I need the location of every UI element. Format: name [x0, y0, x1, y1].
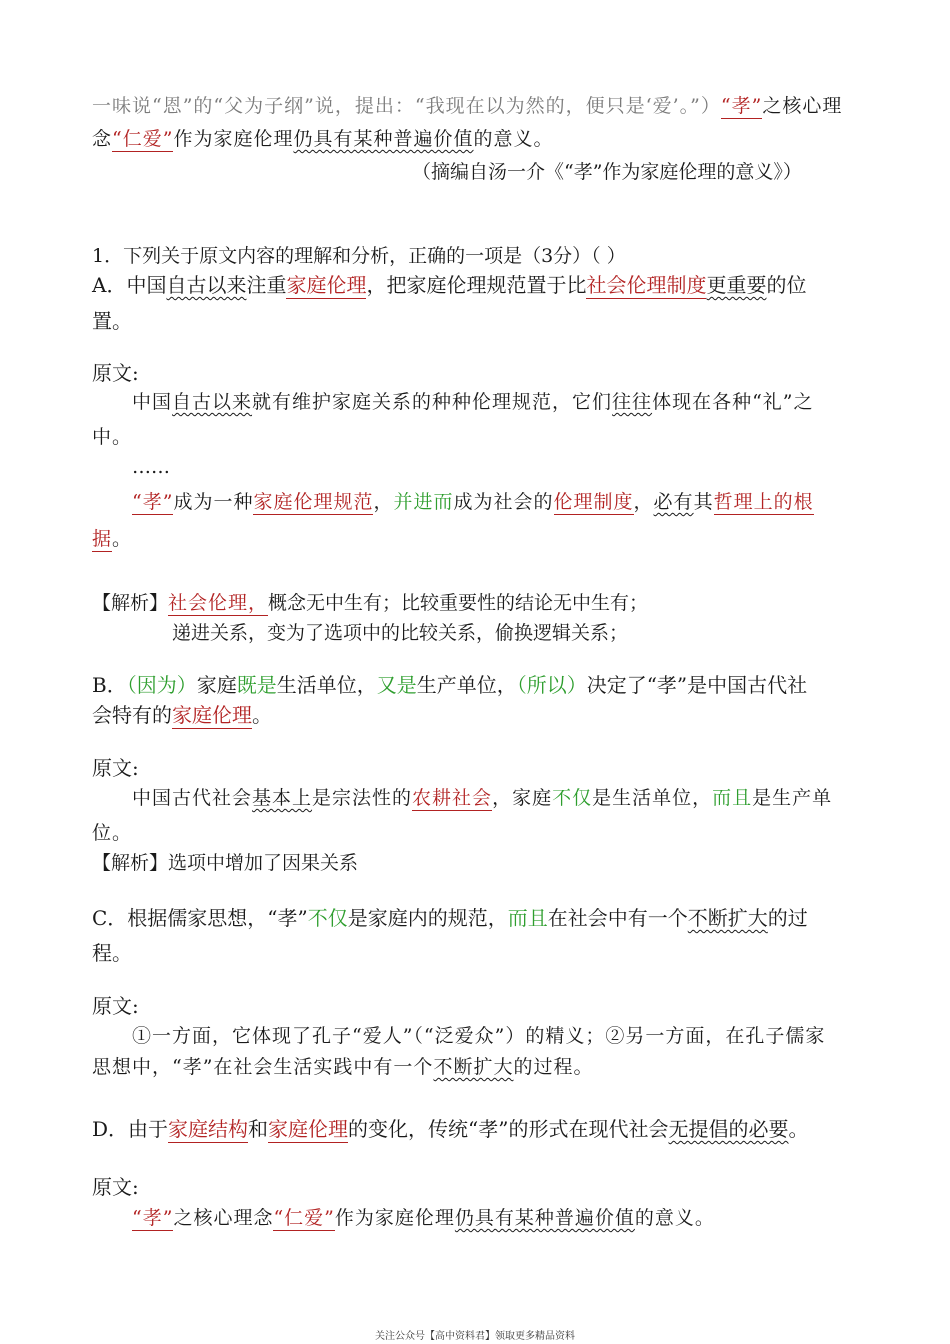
connective-text: 既是: [236, 673, 277, 697]
connective-text: 而且: [712, 787, 753, 809]
intro-text: 作为家庭伦理: [173, 128, 294, 150]
original-text: ，: [633, 491, 654, 513]
original-text: 是宗法性的: [312, 787, 413, 809]
original-line: [132, 1205, 715, 1231]
footer-note: 关注公众号【高中资料君】领取更多精品资料: [375, 1331, 575, 1342]
emphasis-text: 自古以来: [166, 273, 247, 297]
key-term: 哲理上的根: [713, 491, 814, 513]
original-text: 是生产单: [752, 787, 833, 809]
key-term: 家庭伦理: [172, 703, 252, 727]
option-text: 的变化，传统“孝”的形式在现代社会: [348, 1117, 669, 1141]
analysis-text: 概念无中生有；比较重要性的结论无中生有；: [268, 592, 649, 614]
ellipsis: ……: [132, 456, 170, 478]
connective-text: （因为）: [126, 673, 197, 697]
emphasis-text: 仍具有某种普遍价值: [293, 128, 474, 150]
original-text: 成为一种: [173, 491, 254, 513]
original-line: 位。: [92, 822, 133, 844]
intro-text: 一味说“恩”的“父为子纲”说，提出：“我现在以为然的，便只是‘爱’。”）: [92, 95, 721, 117]
emphasis-text: 不断扩大: [687, 906, 768, 930]
intro-text: 之核心理: [762, 95, 843, 117]
option-b: [92, 672, 807, 698]
option-c-line-2: 程。: [92, 941, 132, 965]
option-b-line-2: [92, 702, 272, 728]
original-text: ，: [373, 491, 394, 513]
emphasis-text: 基本上: [252, 787, 313, 809]
analysis-text: 递进关系，变为了选项中的比较关系，偷换逻辑关系；: [172, 622, 629, 644]
original-text: 是生活单位，: [592, 787, 713, 809]
option-text: 。: [788, 1117, 809, 1141]
key-term: 农耕社会: [412, 787, 493, 809]
option-a-line-2: 置。: [92, 309, 132, 333]
option-text: 在社会中有一个: [547, 906, 688, 930]
option-text: C．根据儒家思想，“孝”: [92, 906, 308, 930]
original-text: 。: [112, 528, 133, 550]
option-text: A．中国: [92, 273, 167, 297]
original-text: 思想中，“孝”在社会生活实践中有一个: [92, 1056, 434, 1078]
option-c: [92, 905, 808, 931]
option-text: 家庭: [196, 673, 237, 697]
option-text: 和: [248, 1117, 269, 1141]
option-text: 。: [252, 703, 272, 727]
key-term: 家庭伦理: [268, 1117, 349, 1141]
emphasis-text: 仍具有某种普遍价值: [454, 1207, 635, 1229]
key-term: “仁爱”: [112, 128, 174, 150]
emphasis-text: 无提倡的必要: [668, 1117, 789, 1141]
option-d: [92, 1116, 809, 1142]
key-term: 社会伦理，: [168, 592, 269, 614]
original-text: 体现在各种“礼”之: [652, 391, 814, 413]
option-text: 决定了“孝”是中国古代社: [586, 673, 808, 697]
original-text: 成为社会的: [453, 491, 554, 513]
emphasis-text: 不断扩大: [433, 1056, 514, 1078]
key-term: 家庭结构: [168, 1117, 249, 1141]
yuanwen-label: 原文:: [92, 994, 139, 1018]
emphasis-text: 必有: [653, 491, 694, 513]
original-line: [132, 489, 814, 515]
intro-text: 念: [92, 128, 113, 150]
key-term: “孝”: [132, 491, 174, 513]
question-stem: 1．下列关于原文内容的理解和分析，正确的一项是（3分）（ ）: [92, 245, 626, 267]
key-term: 伦理制度: [553, 491, 634, 513]
option-text: 生活单位，: [276, 673, 377, 697]
option-text: 注重: [246, 273, 287, 297]
original-text: 就有维护家庭关系的种种伦理规范，它们: [252, 391, 613, 413]
key-term: “仁爱”: [273, 1207, 335, 1229]
emphasis-text: 更重要: [706, 273, 767, 297]
original-line: [132, 389, 814, 415]
option-text: B．: [92, 673, 127, 697]
option-text: 的过: [767, 906, 808, 930]
original-text: 中国: [132, 391, 173, 413]
connective-text: 又是: [376, 673, 417, 697]
option-text: 的位: [766, 273, 807, 297]
intro-text: 的意义。: [473, 128, 554, 150]
intro-line-1: [92, 93, 842, 119]
original-text: ，家庭: [492, 787, 553, 809]
original-line: ①一方面，它体现了孔子“爱人”（“泛爱众”）的精义；②另一方面，在孔子儒家: [132, 1025, 826, 1047]
analysis-label: 【解析】: [92, 592, 169, 614]
connective-text: 不仅: [307, 906, 348, 930]
original-text: 的意义。: [634, 1207, 715, 1229]
intro-line-2: [92, 126, 554, 152]
original-text: 作为家庭伦理: [334, 1207, 455, 1229]
key-term: “孝”: [720, 95, 763, 117]
original-line: [92, 1054, 593, 1080]
yuanwen-label: 原文:: [92, 361, 139, 385]
connective-text: 并进而: [393, 491, 454, 513]
emphasis-text: 往往: [612, 391, 653, 413]
key-term: 据: [92, 528, 113, 550]
connective-text: 不仅: [552, 787, 593, 809]
source-citation: （摘编自汤一介《“孝”作为家庭伦理的意义》）: [412, 161, 802, 183]
option-text: D．由于: [92, 1117, 169, 1141]
option-text: 会特有的: [92, 703, 172, 727]
key-term: “孝”: [132, 1207, 174, 1229]
option-text: 生产单位，: [416, 673, 517, 697]
emphasis-text: 自古以来: [172, 391, 253, 413]
yuanwen-label: 原文:: [92, 756, 139, 780]
original-text: 中国古代社会: [132, 787, 253, 809]
key-term: 社会伦理制度: [586, 273, 707, 297]
option-text: 是家庭内的规范，: [347, 906, 508, 930]
analysis-b: 【解析】选项中增加了因果关系: [92, 852, 359, 874]
original-line: [92, 526, 132, 552]
original-text: 的过程。: [513, 1056, 594, 1078]
option-a: [92, 272, 806, 298]
connective-text: （所以）: [516, 673, 587, 697]
key-term: 家庭伦理规范: [253, 491, 374, 513]
connective-text: 而且: [507, 906, 548, 930]
key-term: 家庭伦理: [286, 273, 367, 297]
original-line: [132, 785, 832, 811]
original-text: 其: [693, 491, 714, 513]
original-line: 中。: [92, 426, 133, 448]
yuanwen-label: 原文:: [92, 1175, 139, 1199]
original-text: 之核心理念: [173, 1207, 274, 1229]
analysis-a: [92, 590, 648, 616]
option-text: ，把家庭伦理规范置于比: [366, 273, 587, 297]
